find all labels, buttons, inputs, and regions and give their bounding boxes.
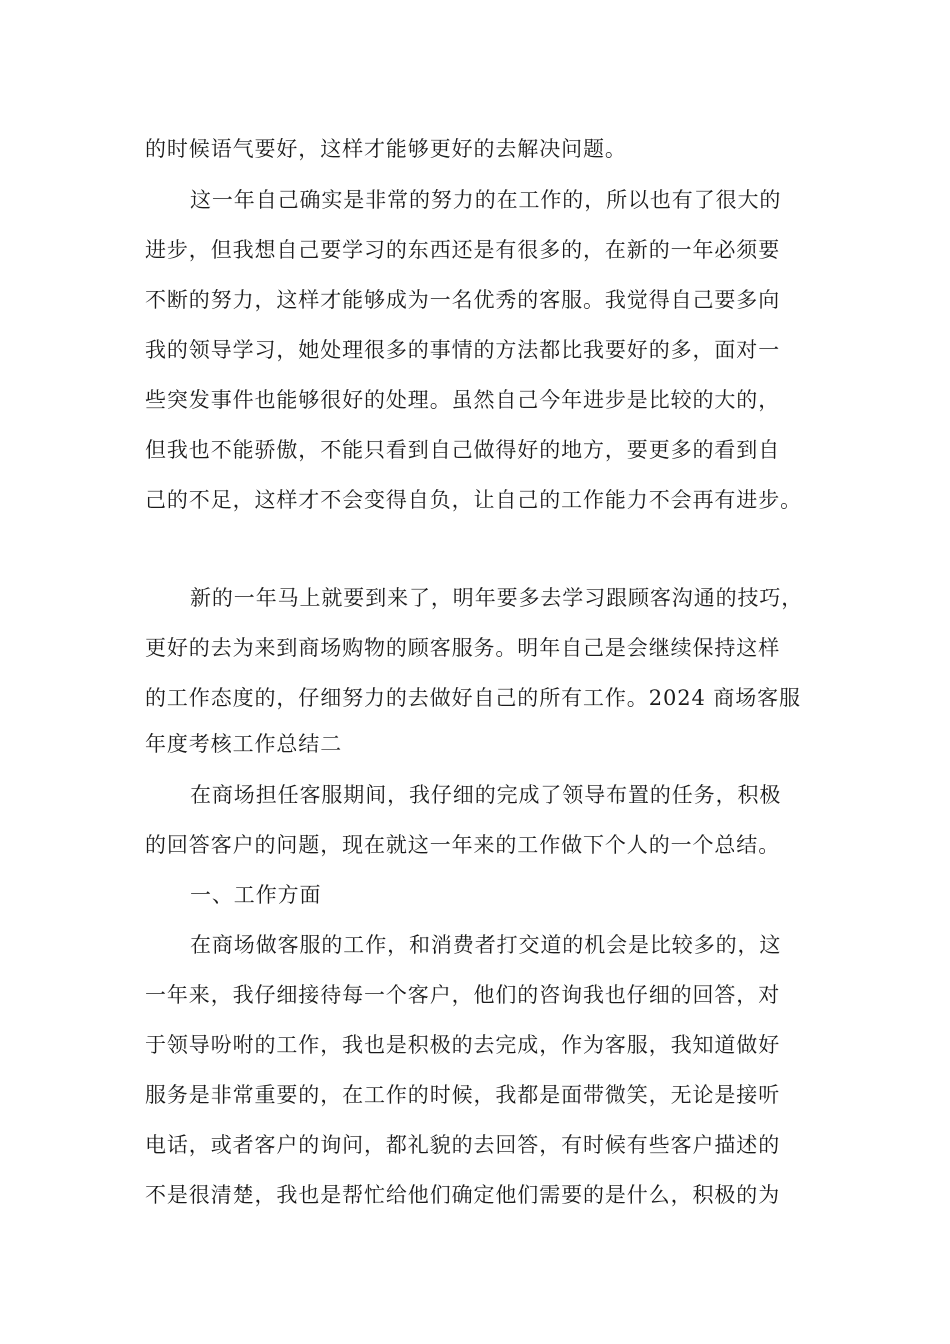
- text-line: 于领导吩咐的工作，我也是积极的去完成，作为客服，我知道做好: [145, 1033, 781, 1057]
- text-line: 但我也不能骄傲，不能只看到自己做得好的地方，要更多的看到自: [145, 438, 781, 462]
- text-line: 不断的努力，这样才能够成为一名优秀的客服。我觉得自己要多向: [145, 288, 781, 312]
- text-line: 更好的去为来到商场购物的顾客服务。明年自己是会继续保持这样: [145, 636, 781, 660]
- text-line: 电话，或者客户的询问，都礼貌的去回答，有时候有些客户描述的: [145, 1133, 781, 1157]
- text-line: 不是很清楚，我也是帮忙给他们确定他们需要的是什么，积极的为: [145, 1183, 781, 1207]
- text-line: 一年来，我仔细接待每一个客户，他们的咨询我也仔细的回答，对: [145, 983, 781, 1007]
- text-line: 进步，但我想自己要学习的东西还是有很多的，在新的一年必须要: [145, 238, 781, 262]
- paragraph-first-line: 在商场担任客服期间，我仔细的完成了领导布置的任务，积极: [190, 783, 782, 807]
- text-line: 的回答客户的问题，现在就这一年来的工作做下个人的一个总结。: [145, 833, 781, 857]
- text-line: 些突发事件也能够很好的处理。虽然自己今年进步是比较的大的，: [145, 388, 781, 412]
- paragraph-first-line: 在商场做客服的工作，和消费者打交道的机会是比较多的，这: [190, 933, 782, 957]
- text-line: 的工作态度的，仔细努力的去做好自己的所有工作。2024 商场客服: [145, 686, 801, 710]
- paragraph-first-line: 这一年自己确实是非常的努力的在工作的，所以也有了很大的: [190, 188, 782, 212]
- text-line: 己的不足，这样才不会变得自负，让自己的工作能力不会再有进步。: [145, 488, 802, 512]
- text-line: 服务是非常重要的，在工作的时候，我都是面带微笑，无论是接听: [145, 1083, 781, 1107]
- text-line: 我的领导学习，她处理很多的事情的方法都比我要好的多，面对一: [145, 338, 781, 362]
- paragraph-first-line: 新的一年马上就要到来了，明年要多去学习跟顾客沟通的技巧，: [190, 586, 804, 610]
- text-line: 年度考核工作总结二: [145, 732, 343, 756]
- text-line: 的时候语气要好，这样才能够更好的去解决问题。: [145, 137, 627, 161]
- section-heading: 一、工作方面: [190, 883, 322, 907]
